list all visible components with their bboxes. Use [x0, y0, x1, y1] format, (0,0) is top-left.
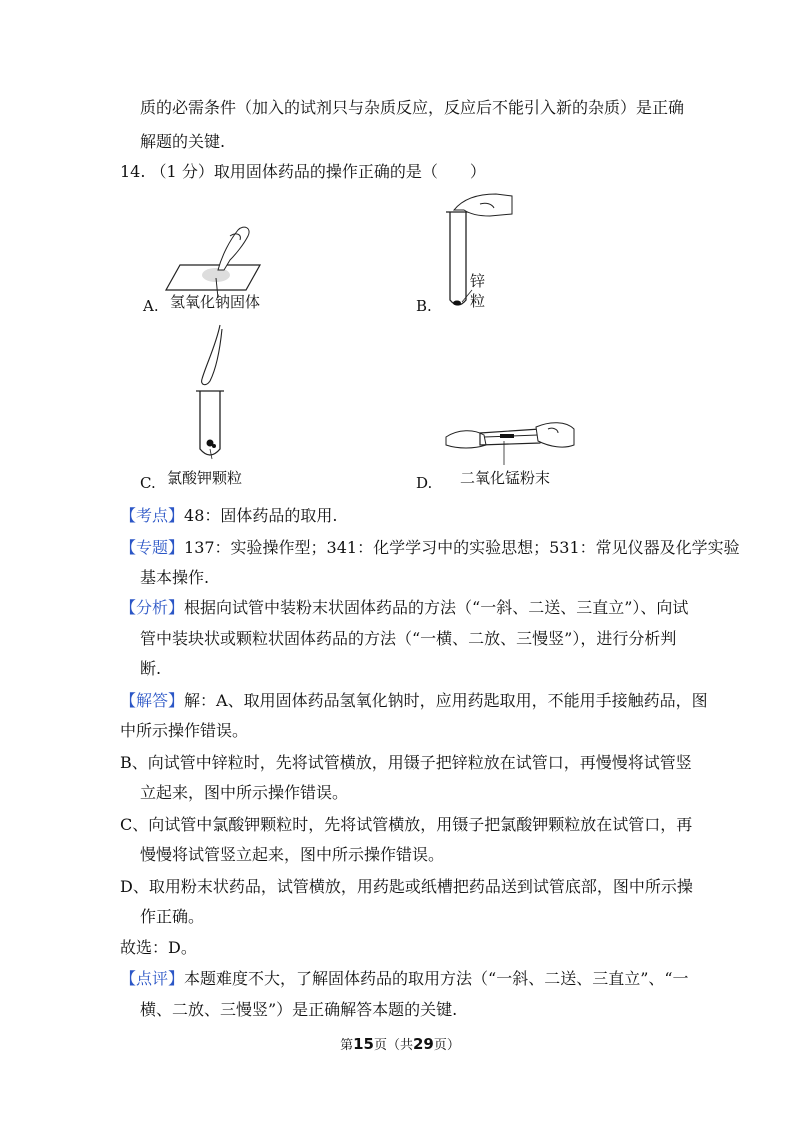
jieda-d2: 作正确。 [140, 907, 205, 926]
jieda-d1: D、取用粉末状药品，试管横放，用药匙或纸槽把药品送到试管底部，图中所示操 [120, 877, 693, 896]
jieda-b1: B、向试管中锌粒时，先将试管横放，用镊子把锌粒放在试管口，再慢慢将试管竖 [120, 753, 692, 772]
question-stem: （1 分）取用固体药品的操作正确的是（ ） [150, 162, 486, 181]
dianping-line-2: 横、二放、三慢竖”）是正确解答本题的关键. [140, 1000, 458, 1019]
jieda-a2: 中所示操作错误。 [120, 721, 249, 740]
dianping-text-1: 本题难度不大，了解固体药品的取用方法（“一斜、二送、三直立”、“一 [184, 969, 689, 988]
option-b-caption-2: 粒 [470, 292, 486, 310]
fenxi-line-1 [120, 597, 688, 619]
option-b-caption-1: 锌 [470, 272, 486, 290]
kaodian-line [120, 505, 337, 527]
figure-d-horizontal-tube [440, 415, 580, 475]
page-footer [0, 1034, 800, 1053]
footer-page-number: 15 [353, 1035, 374, 1053]
kaodian-text: 48：固体药品的取用. [184, 506, 338, 525]
footer-post: 页） [433, 1038, 460, 1053]
footer-mid: 页（共 [373, 1038, 413, 1053]
dianping-line-1 [120, 968, 689, 990]
jieda-line-1 [120, 690, 708, 712]
option-a-letter: A. [143, 297, 159, 315]
jieda-text-a1: 解：A、取用固体药品氢氧化钠时，应用药匙取用，不能用手接触药品，图 [184, 691, 708, 710]
dianping-tag: 【点评】 [120, 969, 185, 988]
jieda-b2: 立起来，图中所示操作错误。 [140, 783, 349, 802]
figure-c-tube-with-tongs [190, 325, 250, 465]
prev-line-2: 解题的关键. [140, 132, 226, 151]
zhuanti-line-2: 基本操作. [140, 568, 210, 587]
option-c-letter: C. [140, 474, 156, 492]
jieda-c2: 慢慢将试管竖立起来，图中所示操作错误。 [140, 845, 445, 864]
zhuanti-tag: 【专题】 [120, 538, 185, 557]
zhuanti-text-1: 137：实验操作型；341：化学学习中的实验思想；531：常见仪器及化学实验 [184, 538, 740, 557]
fenxi-line-3: 断. [140, 659, 162, 678]
option-d-letter: D. [416, 474, 433, 492]
footer-pre: 第 [340, 1038, 354, 1053]
fenxi-tag: 【分析】 [120, 598, 185, 617]
question-number: 14. [120, 162, 146, 181]
question-14 [120, 161, 486, 183]
jieda-c1: C、向试管中氯酸钾颗粒时，先将试管横放，用镊子把氯酸钾颗粒放在试管口，再 [120, 815, 693, 834]
jieda-choice: 故选：D。 [120, 938, 197, 957]
fenxi-line-2: 管中装块状或颗粒状固体药品的方法（“一横、二放、三慢竖”），进行分析判 [140, 629, 677, 648]
prev-line-1: 质的必需条件（加入的试剂只与杂质反应，反应后不能引入新的杂质）是正确 [140, 98, 685, 117]
zhuanti-line-1 [120, 537, 740, 559]
option-c-caption: 氯酸钾颗粒 [167, 469, 243, 487]
option-a-caption: 氢氧化钠固体 [170, 293, 261, 311]
jieda-tag: 【解答】 [120, 691, 185, 710]
kaodian-tag: 【考点】 [120, 506, 185, 525]
footer-total-pages: 29 [413, 1035, 434, 1053]
option-d-caption: 二氧化锰粉末 [460, 469, 551, 487]
option-b-letter: B. [416, 297, 432, 315]
fenxi-text-1: 根据向试管中装粉末状固体药品的方法（“一斜、二送、三直立”）、向试 [184, 598, 689, 617]
